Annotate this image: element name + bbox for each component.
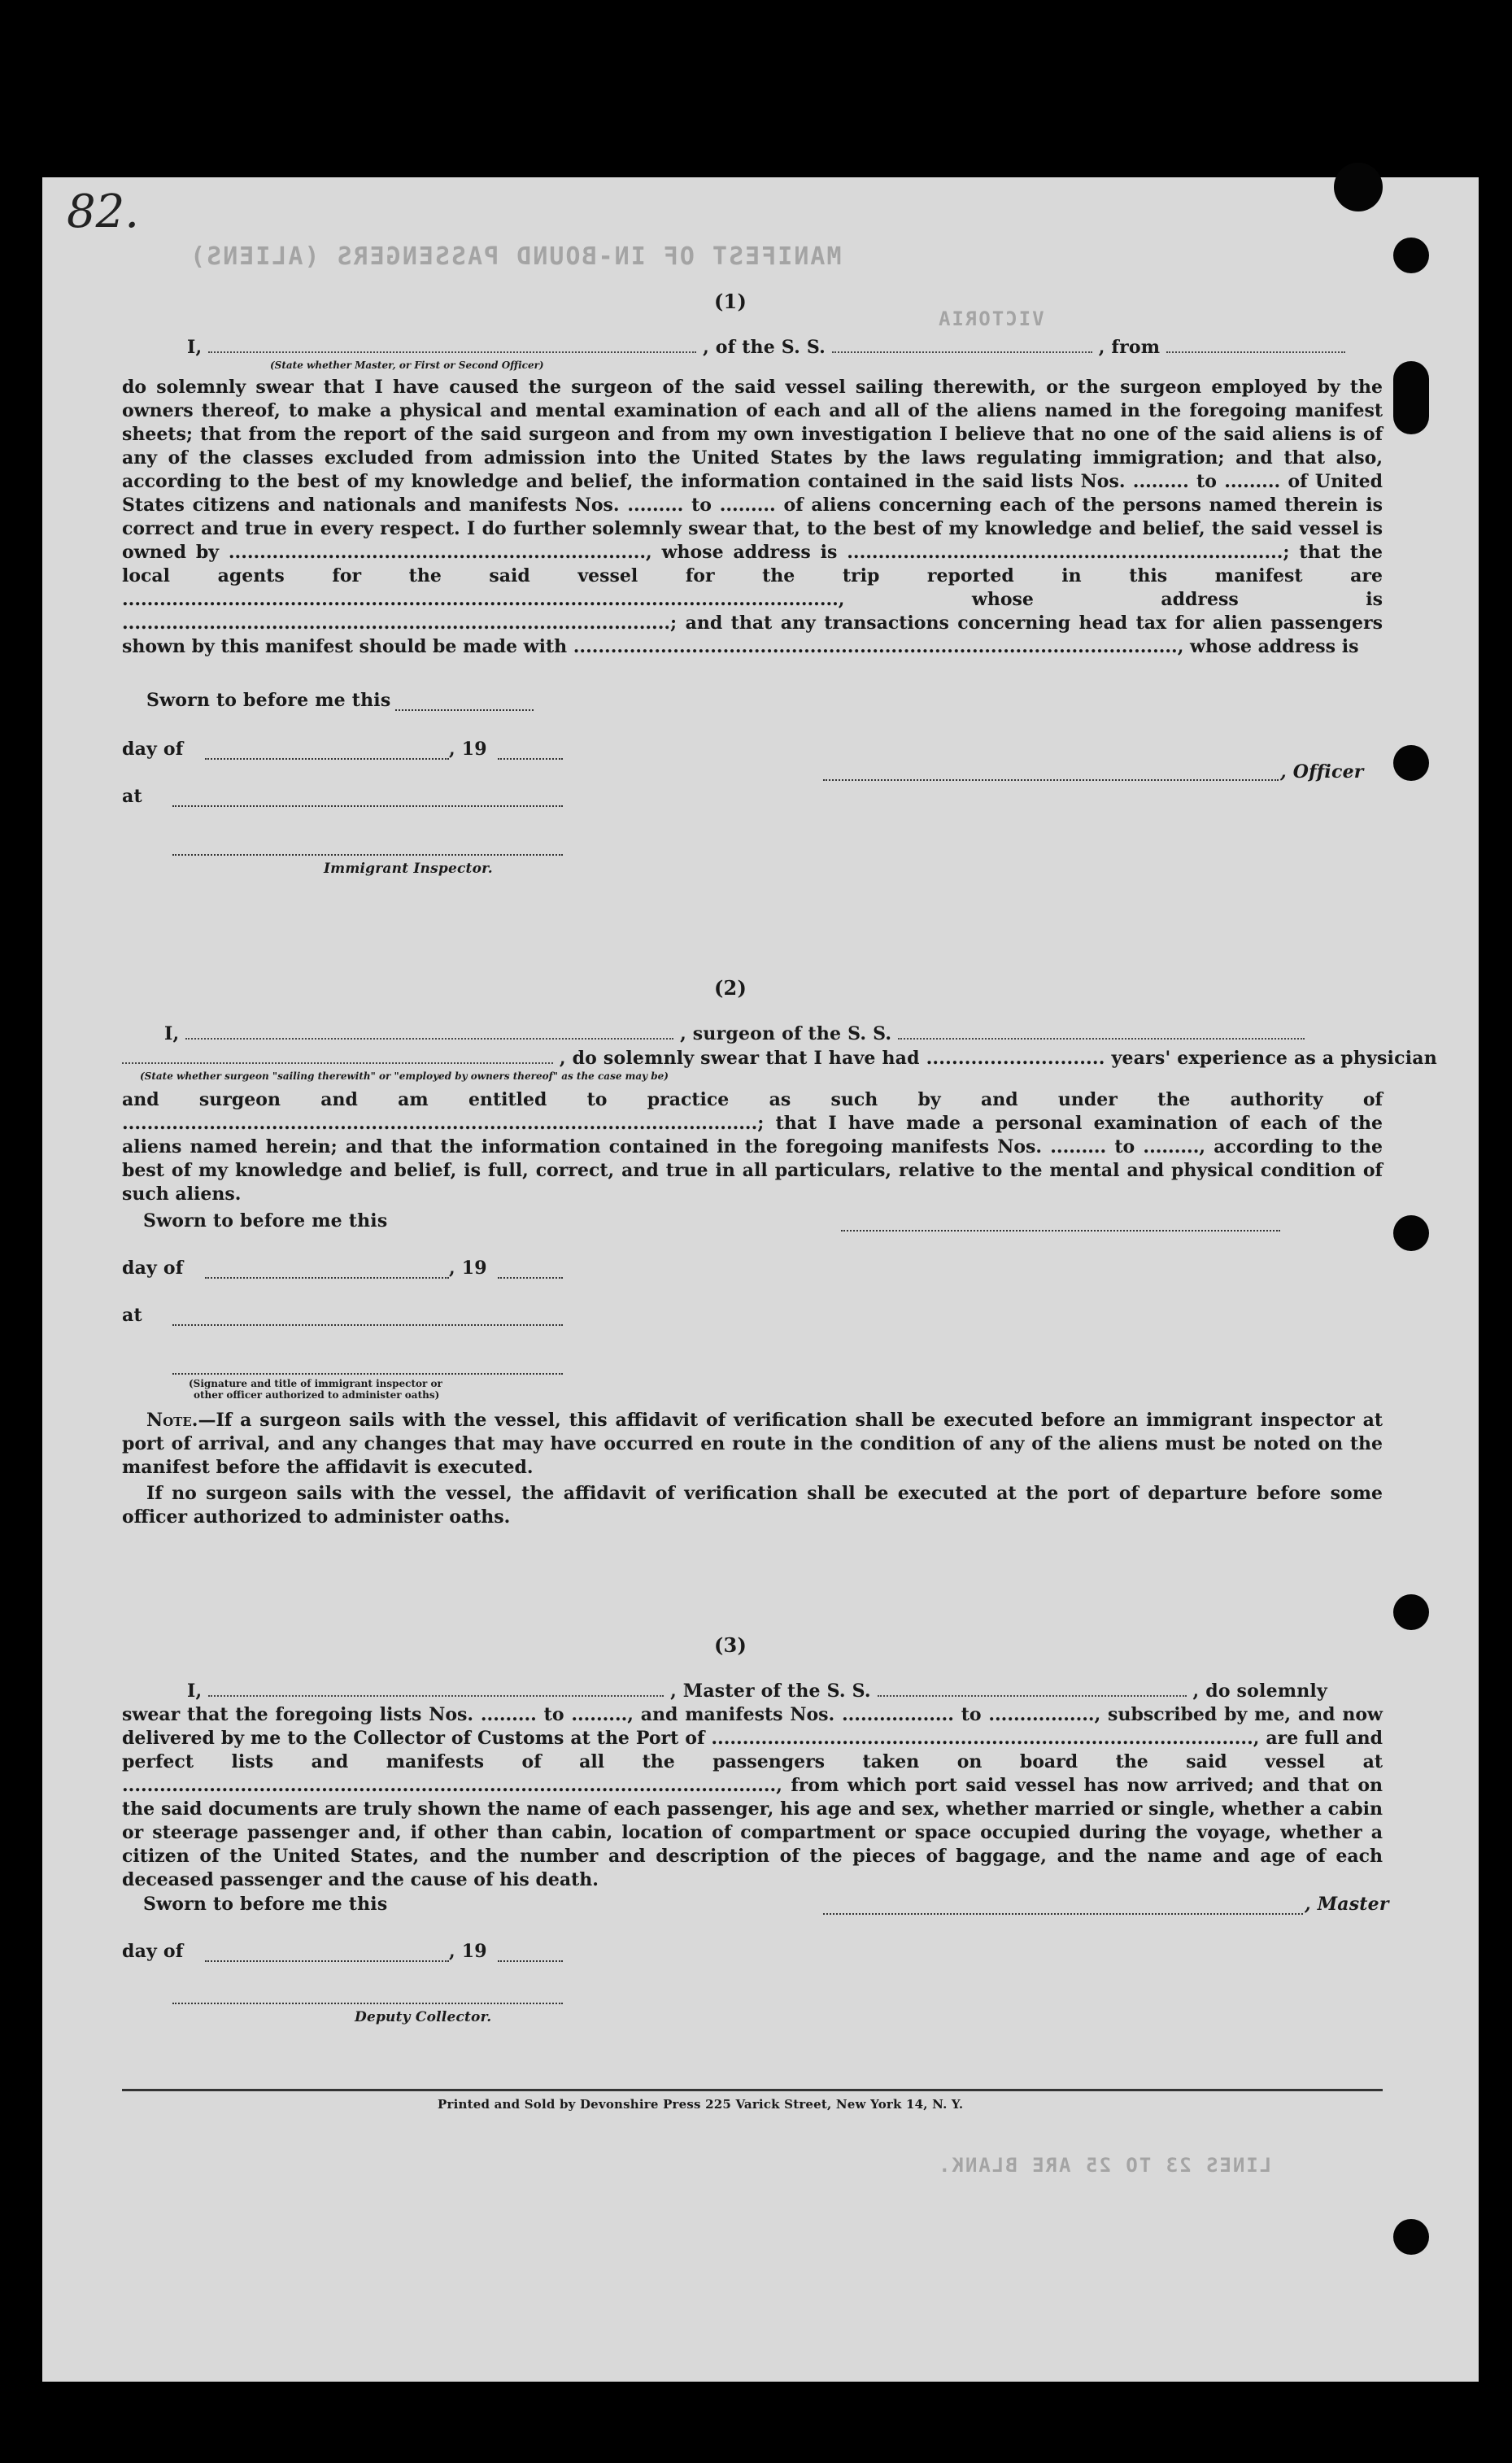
section-1-day-line [205,756,449,760]
section-1-at-line [172,804,563,807]
punch-hole-7 [1334,163,1383,211]
section-1-officer: , Officer [1280,761,1364,782]
section-2-sworn: Sworn to before me this [143,1210,388,1232]
officer-caption: (State whether Master, or First or Second Officer) [270,360,544,371]
page-number: 82. [67,185,140,238]
section-2-note-2: If no surgeon sails with the vessel, the affidavit of verification shall be executed at the port of departure before some officer authorized to administer oaths. [122,1483,1383,1528]
section-2-day-of: day of [122,1258,184,1279]
note-label: Note. [146,1410,198,1431]
surgeon-experience: , do solemnly swear that I have had ............................ years' experience as a physician [559,1048,1437,1069]
printer-imprint: Printed and Sold by Devonshire Press 225 Varick Street, New York 14, N. Y. [438,2097,964,2112]
bleed-through-title: MANIFEST OF IN-BOUND PASSENGERS (ALIENS) [189,242,842,271]
oath-i: I, [187,337,203,358]
footer-rule [122,2089,1383,2091]
bleed-through-ship: VICTORIA [937,307,1044,330]
section-2-signature-line [172,1371,563,1375]
section-1-oath-line [187,337,1383,358]
section-3-day-of: day of [122,1941,184,1962]
section-1-sworn-line [395,708,534,711]
section-3-heading: (3) [714,1633,747,1657]
master-name-field[interactable] [208,1681,664,1697]
surgeon-status-field[interactable] [122,1048,553,1064]
section-2-line-2 [122,1048,1437,1069]
master-ship-field[interactable] [878,1681,1187,1697]
punch-hole-2 [1393,361,1429,434]
punch-hole-1 [1393,238,1429,273]
punch-hole-5 [1393,1594,1429,1630]
oath-of-ss: , of the S. S. [703,337,826,358]
section-3-year: , 19 [449,1941,487,1962]
punch-hole-4 [1393,1215,1429,1251]
section-3-master: , Master [1305,1894,1389,1915]
section-2-at: at [122,1305,142,1326]
signature-caption-1: (Signature and title of immigrant inspector or [189,1378,442,1389]
section-3-day-line [205,1959,449,1962]
from-port-field[interactable] [1166,337,1345,353]
section-3-sworn: Sworn to before me this [143,1894,388,1915]
officer-name-field[interactable] [208,337,696,353]
section-3-year-line [498,1959,563,1962]
section-2-year-line [498,1275,563,1279]
surgeon-ship-field[interactable] [898,1023,1305,1040]
section-1-heading: (1) [714,290,747,313]
surgeon-of-ss: , surgeon of the S. S. [680,1023,892,1044]
master-of-ss: , Master of the S. S. [670,1681,871,1702]
section-1-body: do solemnly swear that I have caused the surgeon of the said vessel sailing therewith, or the surgeon employed by the owners thereof, to make a physical and mental examination of each and all of the aliens named in the foregoing manifest sheets; that from the report of the said surgeon and from my own investigation I believe that no one of the said aliens is of any of the classes excluded from admission into the United States by the laws regulating immigration; and that also, according to the best of my knowledge and belief, the information contained in the said lists Nos. ......... to ......... of United States citizens and nationals and manifests Nos. ......... to ......... of aliens concerning each of the persons named therein is correct and true in every respect. I do further solemnly swear that, to the best of my knowledge and belief, the said vessel is owned by ..................................................................., whose address is ......................................................................; that the local agents for the said vessel for the trip reported in this manifest are ..................................................................................................................., whose address is ........................................................................................; and that any transactions concerning head tax for alien passengers shown by this manifest should be made with ................................................................................................., whose address is [122,377,1383,657]
punch-hole-3 [1393,745,1429,781]
ship-name-field[interactable] [832,337,1092,353]
section-1-at: at [122,786,142,807]
surgeon-i: I, [164,1023,180,1044]
section-2-day-line [205,1275,449,1279]
section-1-sworn: Sworn to before me this [146,690,391,711]
section-2-sworn-line [841,1228,1280,1232]
section-3-collector: Deputy Collector. [355,2009,492,2025]
section-2-line-1 [164,1023,1384,1044]
surgeon-caption: (State whether surgeon "sailing therewith" or "employed by owners thereof" as the case may be) [140,1070,669,1082]
oath-from: , from [1098,337,1161,358]
manifest-sheet [42,177,1479,2382]
section-3-body: swear that the foregoing lists Nos. ......... to ........., and manifests Nos. .................. to ................., subscribed by me, and now delivered by me to the Collector of Customs at the Port of ......................................................................................., are full and perfect lists and manifests of all the passengers taken on board the said vessel at ........................................................................................................., from which port said vessel has now arrived; and that on the said documents are truly shown the name of each passenger, his age and sex, whether married or single, whether a cabin or steerage passenger and, if other than cabin, location of compartment or space occupied during the voyage, whether a citizen of the United States, and the number and description of the pieces of baggage, and the name and age of each deceased passenger and the cause of his death. [122,1704,1383,1890]
bleed-through-blank-lines: LINES 23 TO 25 ARE BLANK. [937,2154,1272,2177]
section-1-year-line [498,756,563,760]
section-2-at-line [172,1323,563,1326]
surgeon-name-field[interactable] [185,1023,673,1040]
signature-caption-2: other officer authorized to administer oaths) [194,1389,440,1401]
punch-hole-6 [1393,2219,1429,2255]
officer-signature-line [823,778,1279,781]
collector-signature-line [172,2001,563,2004]
section-2-body: and surgeon and am entitled to practice as such by and under the authority of ......................................................................................................; that I have made a personal examination of each of the aliens named herein; and that the information contained in the foregoing manifests Nos. ......... to ........., according to the best of my knowledge and belief, is full, correct, and true in all particulars, relative to the mental and physical condition of such aliens. [122,1089,1383,1205]
inspector-signature-line [172,852,563,856]
master-do-solemnly: , do solemnly [1192,1681,1327,1702]
section-1-year: , 19 [449,739,487,760]
master-i: I, [187,1681,203,1702]
section-3-line-1 [187,1681,1383,1702]
section-2-note [122,1409,1383,1480]
section-2-heading: (2) [714,976,747,1000]
master-signature-line [823,1912,1303,1915]
section-1-inspector: Immigrant Inspector. [324,861,493,877]
note-text: —If a surgeon sails with the vessel, this affidavit of verification shall be executed before an immigrant inspector at port of arrival, and any changes that may have occurred en route in the condition of any of the aliens must be noted on the manifest before the affidavit is executed. [122,1410,1383,1478]
section-1-day-of: day of [122,739,184,760]
section-2-year: , 19 [449,1258,487,1279]
